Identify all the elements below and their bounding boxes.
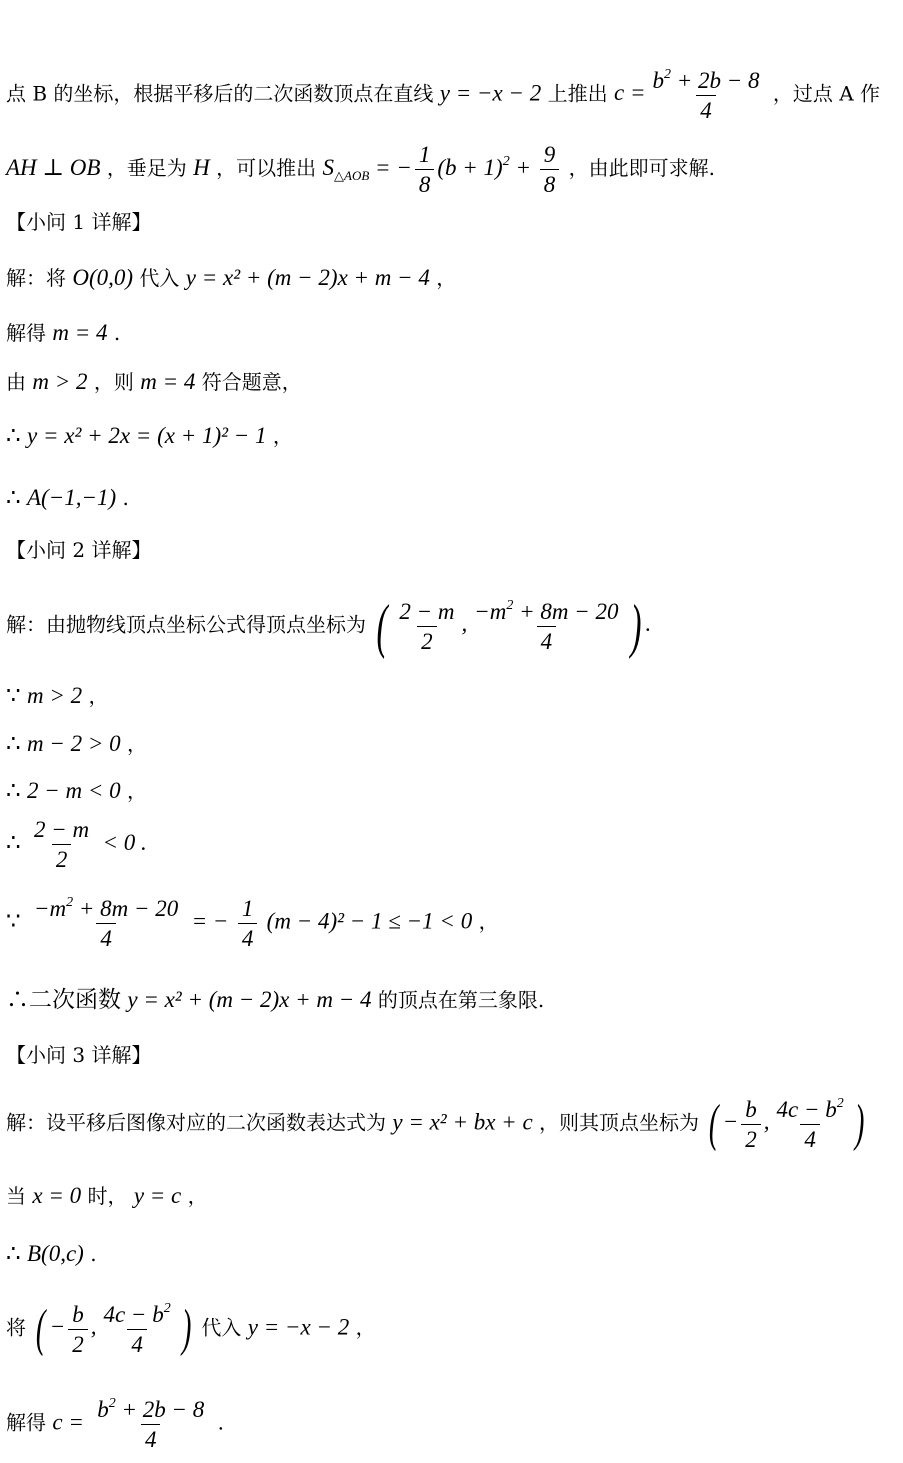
text: ，: [272, 424, 293, 448]
text-line: [6, 424, 293, 447]
math: y = c: [133, 1183, 182, 1208]
math: m > 2: [27, 683, 83, 708]
math: 2 − m < 0: [27, 778, 121, 803]
text-line: [6, 486, 129, 509]
section-heading: 【小问 1 详解】: [6, 210, 152, 234]
math: m − 2 > 0: [27, 731, 121, 756]
text-line: [6, 370, 302, 393]
text: ∴二次函数: [6, 987, 121, 1012]
text-line: [6, 266, 456, 289]
text: 上推出: [547, 81, 608, 106]
text: 代入: [139, 266, 180, 290]
math-fraction: $\frac{1}{4}$: [235, 908, 261, 933]
text: 的顶点在第三象限.: [377, 988, 545, 1012]
therefore-symbol: ∴: [6, 778, 21, 803]
section-heading: 【小问 2 详解】: [6, 538, 152, 562]
math: x = 0: [32, 1183, 82, 1208]
text: .: [217, 1410, 224, 1435]
math: y = x² + bx + c: [392, 1109, 533, 1135]
math: y = −x − 2: [247, 1314, 350, 1340]
text: ，: [187, 1184, 208, 1208]
math: y = x² + 2x = (x + 1)² − 1: [27, 423, 267, 448]
math: y = x² + (m − 2)x + m − 4: [185, 265, 430, 290]
math-fraction: $\frac{-m^2 + 8m - 20}{4}$: [34, 895, 179, 951]
text: ，: [355, 1315, 376, 1340]
text: ，: [88, 684, 109, 708]
text-line: [6, 732, 147, 755]
text-line: [6, 684, 109, 707]
text-line: [6, 1397, 224, 1451]
math-fraction: $\frac{b^2 + 2b - 8}{4}$: [97, 1396, 205, 1452]
math: < 0 .: [102, 829, 147, 855]
text: ，垂足为: [106, 155, 187, 180]
text-line: [6, 1302, 376, 1356]
text-line: [6, 321, 120, 344]
text-line: [6, 143, 715, 196]
text-line: [6, 1242, 97, 1265]
math: y = x² + (m − 2)x + m − 4: [127, 987, 372, 1012]
text: ，则其顶点坐标为: [539, 1110, 700, 1135]
math-fraction: $\frac{2 - m}{2}$: [34, 817, 90, 872]
text: .: [90, 1242, 97, 1266]
math-area-formula: $S_{\triangle AOB}$ = − $\frac{1}{8}$ $(b + 1)^2$ + $\frac{9}{8}$: [323, 155, 563, 180]
math: m = 4: [52, 320, 108, 345]
text-line: [6, 593, 652, 659]
text-line: [6, 1184, 208, 1207]
text: ，: [436, 266, 457, 290]
text: ，可以推出: [216, 155, 317, 180]
math: (m − 4)² − 1 ≤ −1 < 0: [266, 908, 473, 934]
text-line: [6, 68, 880, 122]
math: = −: [191, 908, 229, 934]
text: 代入: [201, 1315, 242, 1340]
text-line: [6, 896, 499, 950]
math: AH ⊥ OB: [6, 154, 101, 180]
math: O(0,0): [72, 265, 134, 290]
math: m = 4: [140, 369, 196, 394]
because-symbol: ∵: [6, 908, 21, 934]
text: 符合题意，: [201, 370, 302, 394]
therefore-symbol: ∴: [6, 829, 21, 855]
text-line: [6, 818, 147, 871]
text-line: [6, 779, 147, 802]
text: ，: [127, 779, 148, 803]
text: ，: [127, 732, 148, 756]
text: 解：由抛物线顶点坐标公式得顶点坐标为: [6, 612, 366, 637]
text: ，则: [93, 370, 134, 394]
text: 解：设平移后图像对应的二次函数表达式为: [6, 1110, 386, 1135]
text: ，: [478, 909, 499, 934]
math: c =: [52, 1409, 84, 1435]
text: .: [122, 486, 129, 510]
text: 由: [6, 370, 26, 394]
text-line: [6, 988, 544, 1011]
text-line: [6, 1097, 868, 1151]
text: 将: [6, 1315, 26, 1340]
math: B(0,c): [27, 1241, 84, 1266]
text: 点 B 的坐标，根据平移后的二次函数顶点在直线: [6, 81, 434, 106]
math-c-fraction: c = $\frac{b^2 + 2b - 8}{4}$: [613, 67, 760, 123]
text: 解：将: [6, 266, 66, 290]
therefore-symbol: ∴: [6, 1241, 21, 1266]
math: A(−1,−1): [27, 485, 117, 510]
math: m > 2: [32, 369, 88, 394]
text: 时，: [87, 1184, 128, 1208]
therefore-symbol: ∴: [6, 423, 21, 448]
text: 解得: [6, 1410, 46, 1435]
text: ，过点 A 作: [772, 81, 881, 106]
text: ，由此即可求解.: [568, 155, 715, 180]
math-vertex-coordinates: ( − $\frac{b}{2}$ , $\frac{4c - b^2}{4}$ ): [709, 1095, 865, 1152]
text: 解得: [6, 321, 46, 345]
therefore-symbol: ∴: [6, 731, 21, 756]
therefore-symbol: ∴: [6, 485, 21, 510]
section-heading: 【小问 3 详解】: [6, 1043, 152, 1067]
math: H: [193, 154, 210, 180]
math-vertex-coordinates: ( $\frac{2 - m}{2}$ , $\frac{-m^2 + 8m - 20}{4}$ ) .: [376, 593, 652, 659]
math-vertex-coordinates: ( − $\frac{b}{2}$ , $\frac{4c - b^2}{4}$ ): [36, 1300, 192, 1357]
because-symbol: ∵: [6, 683, 21, 708]
text: 当: [6, 1184, 26, 1208]
text: .: [113, 321, 121, 345]
math: y = −x − 2: [439, 80, 542, 106]
